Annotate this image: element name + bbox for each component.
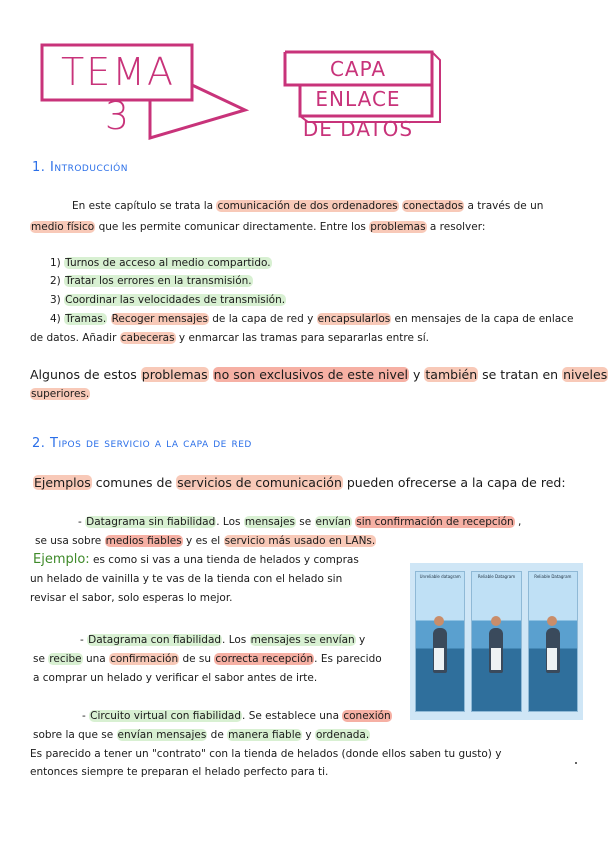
- text-segment: En este capítulo se trata la: [72, 200, 217, 212]
- panel-caption: Reliable Datagram: [534, 574, 572, 579]
- text-segment: 3): [50, 294, 65, 306]
- text-line: [30, 571, 342, 587]
- text-segment: a comprar un helado y verificar el sabor antes de irte.: [33, 672, 318, 684]
- text-segment: Es parecido a tener un "contrato" con la tienda de helados (donde ellos saben tu gusto) y: [30, 748, 502, 760]
- person-apron: [434, 648, 444, 670]
- highlighted-text: Turnos de acceso al medio compartido.: [65, 257, 271, 269]
- text-segment: revisar el sabor, solo esperas lo mejor.: [30, 592, 233, 604]
- text-line: [33, 727, 370, 743]
- text-line: [33, 552, 359, 568]
- panel-caption: Reliable Datagram: [477, 574, 516, 579]
- highlighted-text: Tratar los errores en la transmisión.: [65, 275, 252, 287]
- highlighted-text: envían: [315, 516, 351, 528]
- person-head: [434, 616, 444, 626]
- text-segment: . Los: [222, 634, 250, 646]
- text-line: [30, 367, 608, 383]
- text-segment: entonces siempre te preparan el helado perfecto para ti.: [30, 766, 329, 778]
- highlighted-text: mensajes: [244, 516, 295, 528]
- ice-cream-illustration: [410, 563, 583, 720]
- highlighted-text: Circuito virtual con fiabilidad: [90, 710, 242, 722]
- tema-title: TEMA 3: [60, 50, 175, 138]
- highlighted-text: correcta recepción: [215, 653, 314, 665]
- highlighted-text: conectados: [402, 200, 464, 212]
- illustration-panel: [471, 571, 521, 712]
- text-segment: a través de un: [464, 200, 544, 212]
- text-line: [30, 746, 501, 762]
- highlighted-text: Datagrama sin fiabilidad: [86, 516, 216, 528]
- text-line: [35, 533, 376, 549]
- highlighted-text: conexión: [343, 710, 391, 722]
- text-segment: se usa sobre: [35, 535, 105, 547]
- illustration-panel: [415, 571, 465, 712]
- text-segment: se: [33, 653, 49, 665]
- highlighted-text: Datagrama con fiabilidad: [88, 634, 222, 646]
- text-line: [82, 708, 392, 724]
- text-segment: pueden ofrecerse a la capa de red:: [342, 475, 566, 490]
- text-line: [30, 330, 429, 346]
- text-line: [50, 255, 272, 271]
- text-segment: de su: [179, 653, 215, 665]
- text-segment: y: [302, 729, 315, 741]
- text-line: [33, 670, 317, 686]
- text-segment: Algunos de estos: [30, 367, 141, 382]
- text-segment: en mensajes de la capa de enlace: [391, 313, 574, 325]
- person-head: [491, 616, 501, 626]
- text-segment: se tratan en: [478, 367, 563, 382]
- highlighted-text: superiores.: [31, 388, 90, 400]
- highlighted-text: Tramas.: [65, 313, 107, 325]
- highlighted-text: ordenada.: [315, 729, 370, 741]
- text-segment: 2): [50, 275, 65, 287]
- text-segment: es como si vas a una tienda de helados y compras: [89, 554, 359, 566]
- highlighted-text: problemas: [141, 367, 208, 382]
- text-line: [78, 514, 521, 530]
- text-segment: de la capa de red y: [208, 313, 317, 325]
- text-segment: que les permite comunicar directamente. Entre los: [95, 221, 370, 233]
- highlighted-text: no son exclusivos de este nivel: [213, 367, 409, 382]
- text-segment: ,: [514, 516, 522, 528]
- text-segment: -: [80, 634, 88, 646]
- text-line: [33, 475, 566, 491]
- text-segment: y: [409, 367, 425, 382]
- capa-title: [288, 54, 428, 144]
- section-heading-introduccion: 1. Introducción: [32, 160, 128, 175]
- section-heading-tipos-servicio: 2. Tipos de servicio a la capa de red: [32, 436, 252, 451]
- text-segment: . Es parecido: [314, 653, 382, 665]
- capa-title-line1: CAPA ENLACE: [315, 57, 401, 111]
- highlighted-text: recibe: [49, 653, 82, 665]
- highlighted-text: medios fiables: [105, 535, 182, 547]
- text-segment: de datos. Añadir: [30, 332, 120, 344]
- highlighted-text: servicios de comunicación: [177, 475, 342, 490]
- text-line: [33, 651, 382, 667]
- highlighted-text: manera fiable: [228, 729, 302, 741]
- text-line: [30, 386, 90, 402]
- person-apron: [491, 648, 501, 670]
- text-segment: -: [82, 710, 90, 722]
- highlighted-text: mensajes se envían: [250, 634, 355, 646]
- highlighted-text: encapsularlos: [317, 313, 391, 325]
- text-segment: y enmarcar las tramas para separarlas entre sí.: [175, 332, 429, 344]
- text-segment: se: [295, 516, 315, 528]
- highlighted-text: comunicación de dos ordenadores: [217, 200, 398, 212]
- highlighted-text: medio físico: [31, 221, 95, 233]
- text-line: [30, 764, 328, 780]
- example-label: Ejemplo:: [33, 552, 90, 567]
- text-segment: un helado de vainilla y te vas de la tienda con el helado sin: [30, 573, 343, 585]
- text-line: [30, 590, 233, 606]
- text-segment: -: [78, 516, 86, 528]
- text-segment: sobre la que se: [33, 729, 117, 741]
- person-apron: [547, 648, 557, 670]
- highlighted-text: cabeceras: [120, 332, 175, 344]
- text-line: [50, 292, 286, 308]
- text-segment: . Los: [216, 516, 244, 528]
- capa-title-line2: DE DATOS: [302, 117, 414, 141]
- illustration-panel: [528, 571, 578, 712]
- text-line: [72, 198, 543, 214]
- text-segment: . Se establece una: [242, 710, 343, 722]
- text-line: [80, 632, 365, 648]
- highlighted-text: Ejemplos: [34, 475, 91, 490]
- highlighted-text: niveles: [563, 367, 608, 382]
- text-line: [50, 273, 253, 289]
- text-segment: a resolver:: [426, 221, 486, 233]
- highlighted-text: sin confirmación de recepción: [356, 516, 514, 528]
- highlighted-text: servicio más usado en LANs.: [224, 535, 376, 547]
- text-segment: comunes de: [91, 475, 177, 490]
- panel-caption: Unreliable datagram: [419, 574, 461, 579]
- text-segment: y es el: [182, 535, 224, 547]
- highlighted-text: Coordinar las velocidades de transmisión.: [65, 294, 286, 306]
- highlighted-text: Recoger mensajes: [111, 313, 208, 325]
- text-segment: 1): [50, 257, 65, 269]
- text-segment: 4): [50, 313, 65, 325]
- stray-dot: [575, 762, 577, 764]
- text-segment: y: [355, 634, 366, 646]
- highlighted-text: problemas: [370, 221, 426, 233]
- person-head: [547, 616, 557, 626]
- highlighted-text: también: [425, 367, 478, 382]
- highlighted-text: confirmación: [110, 653, 179, 665]
- text-segment: de: [207, 729, 228, 741]
- text-segment: una: [82, 653, 110, 665]
- text-line: [50, 311, 573, 327]
- text-line: [30, 219, 485, 235]
- highlighted-text: envían mensajes: [117, 729, 207, 741]
